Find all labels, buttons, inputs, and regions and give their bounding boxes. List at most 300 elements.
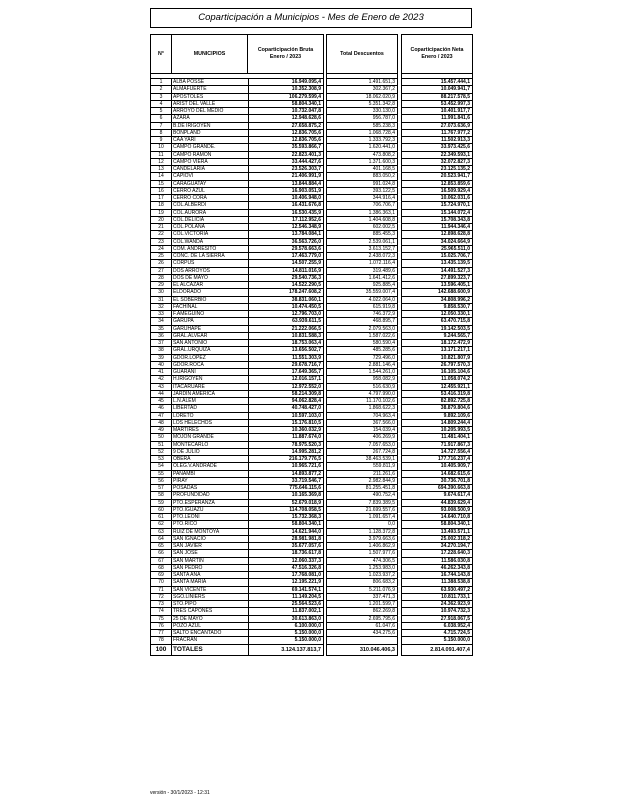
table-row [151,318,323,325]
left-rows [151,79,323,645]
row-descuentos: 925.885,4 [327,282,397,289]
row-neta: 19.142.503,5 [402,326,472,333]
row-descuentos: 1.491.651,3 [327,79,397,86]
row-bruta: 13.784.084,1 [291,231,321,238]
row-neta: 25.002.318,2 [402,536,472,543]
table-row [151,594,323,601]
row-descuentos: 885.455,3 [327,231,397,238]
row-descuentos: 473.808,2 [327,152,397,159]
row-municipio: SAN MARTIN [172,558,249,564]
row-descuentos: 1.023.937,2 [327,572,397,579]
row-number: 11 [151,152,172,158]
row-descuentos: 367.566,0 [327,420,397,427]
row-number: 70 [151,579,172,585]
row-bruta: 12.546.348,9 [291,224,321,230]
table-row [151,108,323,115]
row-number: 36 [151,333,172,339]
row-descuentos: 706.706,7 [327,202,397,209]
row-neta: 25.965.511,0 [402,246,472,253]
row-descuentos: 1.072.116,4 [327,260,397,267]
row-neta: 9.244.565,7 [402,333,472,340]
row-municipio: EL SOBERBIO [172,297,249,303]
row-neta: 10.205.993,5 [402,427,472,434]
row-descuentos: 559.811,9 [327,463,397,470]
row-bruta: 106.279.599,4 [289,93,321,100]
row-number: 16 [151,188,172,194]
row-bruta: 13.656.502,7 [291,347,321,354]
table-row [151,434,323,441]
row-municipio: CORPUS [172,260,249,266]
row-number: 66 [151,550,172,556]
table-row [151,246,323,253]
table-row [151,260,323,267]
row-descuentos: 1.620.441,0 [327,144,397,151]
table-row [151,282,323,289]
row-neta: 694.390.663,8 [402,485,472,492]
row-number: 63 [151,529,172,535]
row-number: 56 [151,478,172,484]
row-number: 13 [151,166,172,172]
table-row [151,289,323,296]
row-number: 76 [151,623,172,629]
table-row [151,623,323,630]
row-neta: 13.493.571,1 [402,529,472,536]
row-neta: 15.144.072,4 [402,210,472,217]
row-descuentos: 1.868.622,3 [327,405,397,412]
row-municipio: COL.VICTORIA [172,231,249,237]
row-municipio: GARUHAPE [172,326,249,332]
left-header [151,35,323,74]
row-bruta: 14.811.016,9 [292,267,321,274]
table-row [151,275,323,282]
row-descuentos: 485.285,6 [327,347,397,354]
row-neta: 27.899.323,7 [402,275,472,282]
row-neta: 11.586.030,8 [402,558,472,565]
row-neta: 13.596.405,1 [402,282,472,289]
row-municipio: COL.AURORA [172,210,249,216]
row-number: 37 [151,340,172,346]
row-number: 24 [151,246,172,252]
row-bruta: 10.597.103,0 [291,412,321,419]
header-municipio: MUNICIPIOS [172,35,248,73]
row-neta: 53.416.319,8 [402,391,472,398]
row-neta: 11.944.346,4 [402,224,472,231]
row-descuentos: 61.047,6 [327,623,397,630]
row-neta: 15.708.343,8 [402,217,472,224]
row-bruta: 10.165.369,8 [291,492,321,499]
total-descuentos: 310.046.406,3 [359,646,395,653]
row-municipio: RUIZ DE MONTOYA [172,529,249,535]
row-descuentos: 7.839.389,5 [327,500,397,507]
row-descuentos: 2.695.795,6 [327,616,397,623]
table-row [151,268,323,275]
row-bruta: 17.649.365,7 [291,369,321,375]
table-row [151,492,323,499]
row-number: 41 [151,369,172,375]
row-descuentos: 2.539.061,1 [327,239,397,246]
neta-table [401,34,473,656]
row-number: 19 [151,210,172,216]
row-number: 17 [151,195,172,201]
row-number: 68 [151,565,172,571]
row-number: 18 [151,202,172,208]
table-row [151,579,323,586]
row-municipio: SAN ANTONIO [172,340,249,346]
row-number: 26 [151,260,172,266]
row-descuentos: 1.544.261,0 [327,369,397,376]
row-municipio: MARTIRES [172,427,249,433]
row-descuentos: 1.386.363,1 [327,210,397,217]
row-neta: 10.049.941,7 [402,86,472,93]
row-descuentos: 5.211.076,9 [327,587,397,594]
row-descuentos: 302.367,2 [327,86,397,93]
row-number: 45 [151,398,172,404]
row-number: 51 [151,442,172,448]
table-row [151,442,323,449]
row-bruta: 29.678.716,7 [291,361,321,368]
row-descuentos: 401.168,5 [327,166,397,173]
row-municipio: CAMPO VIERA [172,159,249,165]
row-bruta: 16.903.051,9 [291,187,321,194]
row-bruta: 11.551.303,9 [292,354,321,361]
row-number: 34 [151,318,172,324]
table-row [151,195,323,202]
row-municipio: STO.PIPO [172,601,249,607]
table-row [151,304,323,311]
row-municipio: GUARANI [172,369,249,375]
row-bruta: 12.060.337,3 [291,557,321,564]
row-municipio: SALTO ENCANTADO [172,630,249,636]
row-descuentos: 729.496,0 [327,355,397,362]
row-municipio: AZARA [172,115,249,121]
table-row [151,130,323,137]
row-municipio: GRAL.ALVEAR [172,333,249,339]
row-descuentos: 516.630,9 [327,384,397,391]
row-number: 28 [151,275,172,281]
row-bruta: 10.474.450,5 [291,303,321,310]
row-municipio: LIBERTAD [172,405,249,411]
row-number: 78 [151,637,172,643]
row-bruta: 10.406.948,0 [291,195,321,201]
table-row [151,79,323,86]
row-municipio: CONC. DE LA SIERRA [172,253,249,259]
row-municipio: MONTECARLO [172,442,249,448]
table-row [151,333,323,340]
page-title: Coparticipación a Municipios - Mes de Enero de 2023 [150,8,472,28]
row-municipio: CAPIOVI [172,173,249,179]
row-municipio: OLEG.V.ANDRADE [172,463,249,469]
row-number: 46 [151,405,172,411]
row-municipio: POSADAS [172,485,249,491]
row-descuentos: 7.057.653,0 [327,442,397,449]
row-municipio: CARAGUATAY [172,181,249,187]
row-number: 35 [151,326,172,332]
header-num: N° [151,35,172,73]
table-row [151,173,323,180]
row-neta: 11.502.913,3 [402,137,472,144]
total-neta: 2.814.091.407,4 [430,646,470,653]
table-row [151,420,323,427]
row-bruta: 14.507.255,9 [291,260,321,267]
row-bruta: 11.837.002,1 [292,608,321,615]
row-neta: 6.038.952,4 [402,623,472,630]
row-municipio: COL.POLANA [172,224,249,230]
row-neta: 38.879.804,6 [402,405,472,412]
row-bruta: 47.516.326,8 [291,564,321,571]
row-municipio: GARUPA [172,318,249,324]
row-bruta: 14.995.281,2 [291,448,321,455]
table-row [151,514,323,521]
row-descuentos: 3.979.663,6 [327,536,397,543]
row-municipio: APOSTOLES [172,94,249,100]
row-neta: 27.073.636,9 [402,123,472,130]
row-descuentos: 18.062.020,9 [327,94,397,101]
row-bruta: 775.646.115,6 [289,485,321,491]
row-municipio: PTO.LEONI [172,514,249,520]
row-bruta: 33.444.427,6 [291,158,321,165]
row-number: 3 [151,94,172,100]
row-number: 73 [151,601,172,607]
row-bruta: 78.975.520,3 [291,441,321,448]
left-table [150,34,324,656]
row-neta: 30.736.701,8 [402,478,472,485]
row-number: 31 [151,297,172,303]
row-descuentos: 580.590,4 [327,340,397,347]
row-municipio: COM. ANDRESITO [172,246,249,252]
row-descuentos: 615.919,8 [327,304,397,311]
row-municipio: SAN JOSE [172,550,249,556]
table-row [151,637,323,644]
row-number: 7 [151,123,172,129]
row-bruta: 36.563.726,0 [291,238,321,245]
row-municipio: COL.DELICIA [172,217,249,223]
row-bruta: 11.149.204,5 [292,593,321,600]
row-descuentos: 1.641.412,6 [327,275,397,282]
row-municipio: ITACARUARE [172,384,249,390]
row-neta: 5.150.000,0 [402,637,472,644]
row-municipio: GDOR.LOPEZ [172,355,249,361]
table-row [151,601,323,608]
row-bruta: 11.887.674,0 [292,434,321,441]
row-neta: 10.974.732,3 [402,608,472,615]
row-bruta: 14.621.944,0 [291,528,321,535]
total-row [151,645,323,655]
table-row [151,587,323,594]
row-neta: 17.228.640,3 [402,550,472,557]
table-row [151,550,323,557]
table-row [151,478,323,485]
row-bruta: 21.222.066,5 [291,325,321,332]
row-municipio: DOS DE MAYO [172,275,249,281]
row-neta: 11.767.977,2 [402,130,472,137]
row-descuentos: 602.002,5 [327,224,397,231]
row-municipio: 9 DE JULIO [172,449,249,455]
row-number: 39 [151,355,172,361]
descuentos-table [326,34,398,656]
row-bruta: 35.677.057,6 [291,543,321,549]
row-descuentos: 1.587.022,6 [327,333,397,340]
row-descuentos: 991.024,8 [327,181,397,188]
row-neta: 12.898.628,8 [402,231,472,238]
row-neta: 44.839.629,4 [402,500,472,507]
header-neta: Coparticipación Neta Enero / 2023 [402,35,472,74]
row-bruta: 69.141.574,1 [291,586,321,593]
row-neta: 63.470.715,8 [402,318,472,325]
table-row [151,536,323,543]
row-neta: 34.808.996,2 [402,297,472,304]
row-descuentos: 21.699.557,6 [327,507,397,514]
table-row [151,86,323,93]
row-number: 40 [151,362,172,368]
row-descuentos: 35.559.007,4 [327,289,397,296]
row-municipio: SGO.LINIERS [172,594,249,600]
row-number: 21 [151,224,172,230]
row-number: 10 [151,144,172,150]
row-bruta: 58.804.340,1 [291,100,321,107]
row-descuentos: 956.787,0 [327,115,397,122]
table-row [151,427,323,434]
row-municipio: CERRO AZUL [172,188,249,194]
row-number: 14 [151,173,172,179]
row-neta: 10.062.031,6 [402,195,472,202]
row-municipio: GRAL.URQUIZA [172,347,249,353]
row-neta: 11.991.841,6 [402,115,472,122]
total-num: 100 [151,645,172,655]
header-descuentos: Total Descuentos [327,35,397,74]
row-neta: 93.008.500,9 [402,507,472,514]
row-bruta: 5.150.000,0 [294,637,321,644]
table-row [151,224,323,231]
row-descuentos: 4.797.990,0 [327,391,397,398]
row-bruta: 14.893.877,2 [291,470,321,477]
row-municipio: H.IRIGOYEN [172,376,249,382]
table-row [151,362,323,369]
row-neta: 88.217.578,5 [402,94,472,101]
row-number: 74 [151,608,172,614]
row-municipio: COL.ALBERDI [172,202,249,208]
row-bruta: 28.981.981,8 [291,535,321,542]
row-bruta: 14.522.290,5 [291,282,321,288]
row-bruta: 30.613.863,0 [291,615,321,622]
table-row [151,616,323,623]
table-row [151,355,323,362]
row-bruta: 5.150.000,0 [294,630,321,636]
row-municipio: GDOR.ROCA [172,362,249,368]
row-descuentos: 1.507.977,6 [327,550,397,557]
row-bruta: 12.836.705,6 [291,129,321,136]
row-number: 30 [151,289,172,295]
row-municipio: SANTA MARIA [172,579,249,585]
row-neta: 82.892.725,8 [402,398,472,405]
row-number: 29 [151,282,172,288]
row-descuentos: 2.079.563,0 [327,326,397,333]
row-bruta: 58.804.340,1 [291,521,321,528]
row-bruta: 13.844.884,4 [291,180,321,187]
row-number: 59 [151,500,172,506]
row-descuentos: 704.963,4 [327,413,397,420]
row-descuentos: 154.039,4 [327,427,397,434]
row-neta: 16.509.929,4 [402,188,472,195]
row-bruta: 114.708.058,5 [289,506,321,513]
row-bruta: 16.949.095,4 [291,79,321,85]
row-bruta: 10.360.032,9 [291,427,321,433]
row-bruta: 12.796.703,0 [291,311,321,317]
row-bruta: 18.736.617,8 [291,550,321,557]
row-number: 9 [151,137,172,143]
row-descuentos: 330.130,0 [327,108,397,115]
row-descuentos: 806.683,2 [327,579,397,586]
row-bruta: 22.823.401,3 [291,151,321,158]
row-municipio: PTO.RICO [172,521,249,527]
table-row [151,507,323,514]
row-number: 33 [151,311,172,317]
row-municipio: ALMAFUERTE [172,86,249,92]
table-row [151,398,323,405]
row-neta: 46.262.343,8 [402,565,472,572]
row-neta: 4.715.724,5 [402,630,472,637]
row-municipio: L.N.ALEM [172,398,249,404]
row-descuentos: 2.438.072,3 [327,253,397,260]
row-number: 47 [151,413,172,419]
row-number: 5 [151,108,172,114]
row-number: 54 [151,463,172,469]
row-municipio: PROFUNDIDAD [172,492,249,498]
row-descuentos: 11.170.102,6 [327,398,397,405]
row-bruta: 12.016.157,1 [291,376,321,383]
header-bruta: Coparticipación Bruta Enero / 2023 [257,47,314,60]
table-row [151,405,323,412]
row-municipio: SAN JAVIER [172,543,249,549]
row-descuentos: 337.471,3 [327,594,397,601]
table-row [151,500,323,507]
row-descuentos: 434.275,6 [327,630,397,637]
table-row [151,188,323,195]
row-neta: 10.821.807,9 [402,355,472,362]
row-municipio: ELDORADO [172,289,249,295]
row-descuentos [327,637,397,644]
row-neta: 71.917.867,3 [402,442,472,449]
row-municipio: ARIST DEL VALLE [172,101,249,107]
row-number: 32 [151,304,172,310]
row-municipio: B.DE IRIGOYEN [172,123,249,129]
row-neta: 12.050.330,1 [402,311,472,318]
row-descuentos: 267.724,8 [327,449,397,456]
table-row [151,297,323,304]
row-bruta: 12.948.628,6 [291,115,321,122]
row-neta: 10.401.917,7 [402,108,472,115]
table-row [151,253,323,260]
row-bruta: 6.100.000,0 [294,622,321,629]
row-municipio: LORETO [172,413,249,419]
row-number: 61 [151,514,172,520]
row-bruta: 10.352.308,9 [291,86,321,93]
row-neta: 33.973.425,6 [402,144,472,151]
table-row [151,210,323,217]
row-bruta: 40.748.427,0 [291,405,321,412]
row-neta: 12.853.859,6 [402,181,472,188]
row-neta: 23.125.135,2 [402,166,472,173]
row-municipio: CERRO CORA [172,195,249,201]
row-municipio: 25 DE MAYO [172,616,249,622]
row-neta: 58.804.340,1 [402,521,472,528]
row-neta: 15.724.970,1 [402,202,472,209]
table-row [151,311,323,318]
row-bruta: 29.540.736,3 [291,274,321,281]
row-bruta: 10.965.721,6 [291,463,321,470]
row-municipio: CAA YARI [172,137,249,143]
table-row [151,471,323,478]
row-neta: 14.727.556,4 [402,449,472,456]
